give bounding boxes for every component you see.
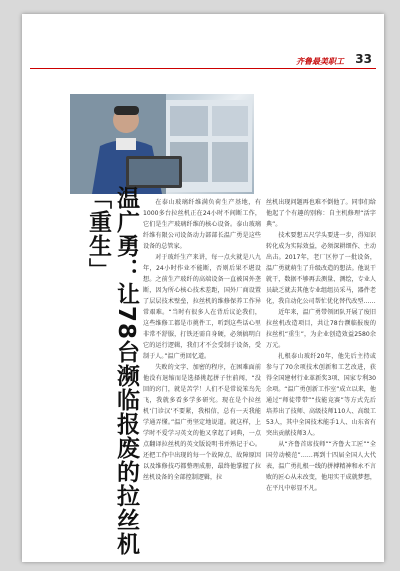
paragraph: 从“齐鲁首席技师”“齐鲁大工匠”“全国劳动模范”……再到十四届全国人大代表，温广勇扎根一线的拼搏精神和永不言败的匠心从未改变，他用实干成就梦想，在平凡中彰显不凡。 <box>266 441 376 492</box>
paragraph: 丝机出现问题再也难不倒他了。同事们给他起了个有趣的别称：自主机修理“活字典”。 <box>266 199 376 228</box>
article-column-2 <box>266 197 376 557</box>
paragraph: 在泰山玻璃纤维满负荷生产基地，有1000多台拉丝机正在24小时不间断工作，它们是生产玻璃纤维的核心设备。泰山玻璃纤维有限公司设备动力部部长温广勇是这些设备的总管家。 <box>143 199 261 250</box>
paragraph: 近年来，温广勇带领团队开展了废旧拉丝机改造项目，共让78台濒临报废的拉丝机“重生”，为企业创造效益2580余万元。 <box>266 309 376 349</box>
paragraph: 对于玻纤生产来讲，每一点火就是八九年，24小时作业不能断，否则后果不堪设想。之前生产玻纤的高端设备一直被国外垄断，因为所心核心技术差距，国外厂商设置了层层技术壁垒，拉丝机的维修保养工作异常艰难。“当时有很多人在背后议论我们，这些维修工都是市挑件工，听到这些话心里非常不舒服，打铁还需自身硬，必须搞明白它的运行逻辑，我们才不会受制于设备，受制于人。”温广勇回忆道。 <box>143 254 261 360</box>
photo-illustration <box>70 94 254 194</box>
section-brand: 齐鲁最美职工 <box>296 57 344 66</box>
paragraph: 扎根泰山玻纤20年，他先后主持或参与了70余项技术创新和工艺改进，获得全国建材行业革新奖3项、国家专利30余项。“温广勇创新工作室”成立以来，他通过“师徒带带”“技能竞赛”等方式先后培养出了技师、高级技师110人、高级工53人，其中全国技术能手1人、山东省有突出贡献技师3人。 <box>266 353 376 437</box>
page-header <box>22 14 384 66</box>
paragraph: 技术要想五尺学头要进一步，得知识转化成为实际效益，必须深耕细作、主动出击。2017年，老厂区停了一批设备，温广勇就萌生了升级改造的想法。他说干就干，数据不够再去测量、测绘，专业人员缺乏就去其他专业组组员采马，器件老化，我自动化公司帮忙优化替代改型…… <box>266 232 376 305</box>
paragraph: 失败的文字、加密的程序，在困难面前他没有退缩而是选择挑起拼子往前闯，“没回的窍门，就是苦学！人们不是常说笨鸟先飞，我就多看多学多研究。现在是个拉丝机‘门诊汉’不要紧，我相信，总有一天我能学通弄懂。”温广勇坚定地说道。就这样，上学时不爱学习英文的他又拿起了词典，一点点翻译拉丝机的英文版说明书并熟记于心。还把工作中出现的每一个故障点、故障原因以及维修技巧都整理成册，最终他掌握了拉丝机设备的全部控制逻辑，拉 <box>143 364 261 481</box>
article-column-1 <box>143 197 261 545</box>
header-divider <box>30 68 376 69</box>
page-number: 33 <box>355 52 372 66</box>
article-title: 温广勇：让78台濒临报废的拉丝机「重生」 <box>85 186 139 557</box>
magazine-page <box>22 14 384 562</box>
article-photo <box>70 94 254 194</box>
